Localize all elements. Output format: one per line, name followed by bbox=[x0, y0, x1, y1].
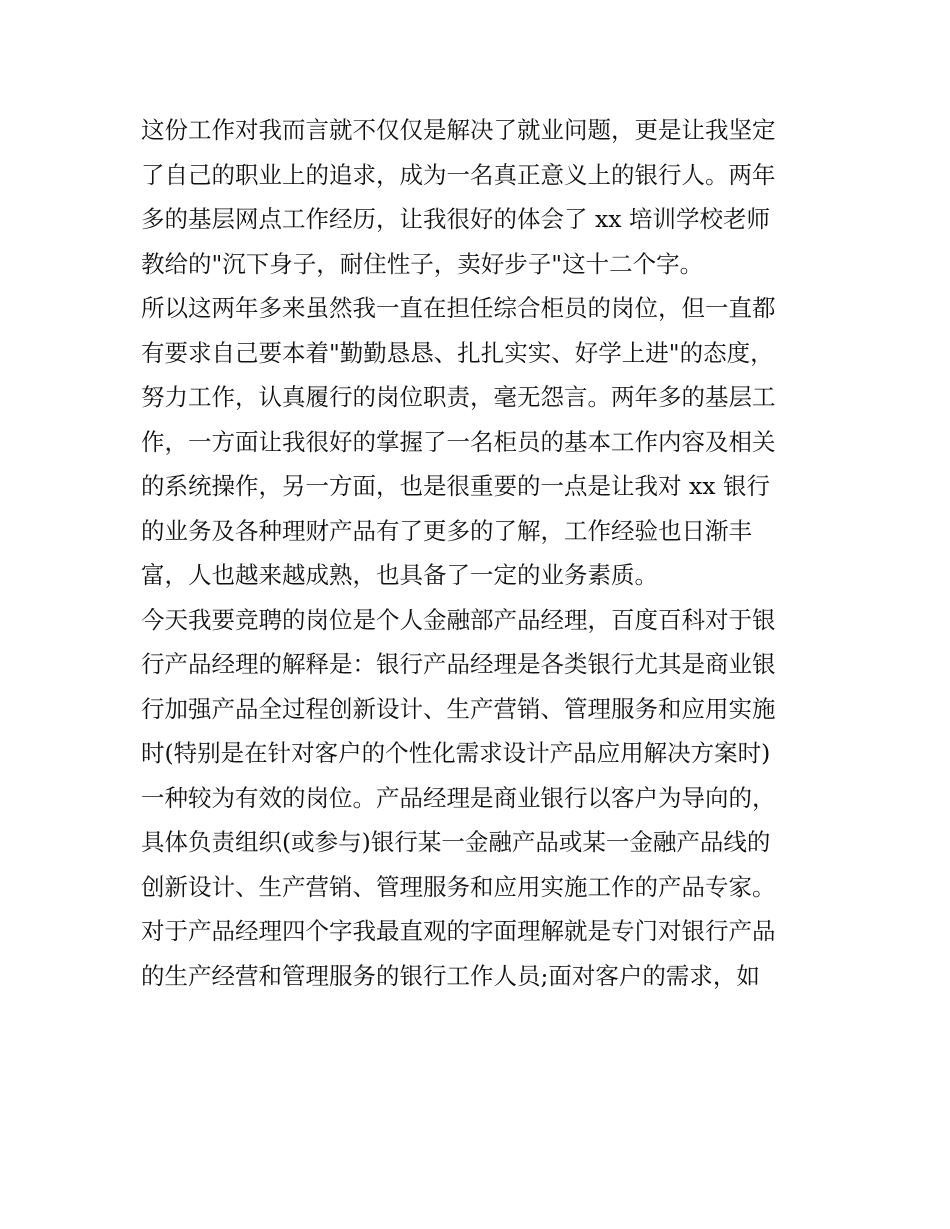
text-line: 努力工作，认真履行的岗位职责，毫无怨言。两年多的基层工 bbox=[141, 383, 776, 411]
text-line: 对于产品经理四个字我最直观的字面理解就是专门对银行产品 bbox=[141, 917, 776, 945]
text-line: 所以这两年多来虽然我一直在担任综合柜员的岗位，但一直都 bbox=[141, 294, 776, 322]
text-line: 有要求自己要本着"勤勤恳恳、扎扎实实、好学上进"的态度， bbox=[141, 338, 774, 367]
text-line: 作，一方面让我很好的掌握了一名柜员的基本工作内容及相关 bbox=[141, 427, 776, 456]
text-line: 创新设计、生产营销、管理服务和应用实施工作的产品专家。 bbox=[141, 872, 776, 901]
text-line: 的系统操作，另一方面，也是很重要的一点是让我对 xx 银行 bbox=[141, 472, 770, 500]
text-line: 一种较为有效的岗位。产品经理是商业银行以客户为导向的， bbox=[141, 783, 776, 812]
body-text bbox=[141, 108, 821, 998]
text-line: 的生产经营和管理服务的银行工作人员;面对客户的需求，如 bbox=[141, 961, 760, 990]
text-line: 这份工作对我而言就不仅仅是解决了就业问题，更是让我坚定 bbox=[141, 116, 776, 144]
text-line: 了自己的职业上的追求，成为一名真正意义上的银行人。两年 bbox=[141, 160, 776, 189]
text-line: 的业务及各种理财产品有了更多的了解，工作经验也日渐丰 bbox=[141, 516, 752, 545]
text-line: 行加强产品全过程创新设计、生产营销、管理服务和应用实施 bbox=[141, 694, 776, 723]
text-line: 多的基层网点工作经历，让我很好的体会了 xx 培训学校老师 bbox=[141, 205, 770, 233]
text-line: 教给的"沉下身子，耐住性子，卖好步子"这十二个字。 bbox=[141, 249, 704, 278]
text-line: 富，人也越来越成熟，也具备了一定的业务素质。 bbox=[141, 561, 658, 589]
text-line: 今天我要竞聘的岗位是个人金融部产品经理，百度百科对于银 bbox=[141, 605, 776, 634]
text-line: 时(特别是在针对客户的个性化需求设计产品应用解决方案时) bbox=[141, 739, 771, 767]
text-line: 具体负责组织(或参与)银行某一金融产品或某一金融产品线的 bbox=[141, 828, 771, 856]
text-line: 行产品经理的解释是：银行产品经理是各类银行尤其是商业银 bbox=[141, 650, 776, 678]
